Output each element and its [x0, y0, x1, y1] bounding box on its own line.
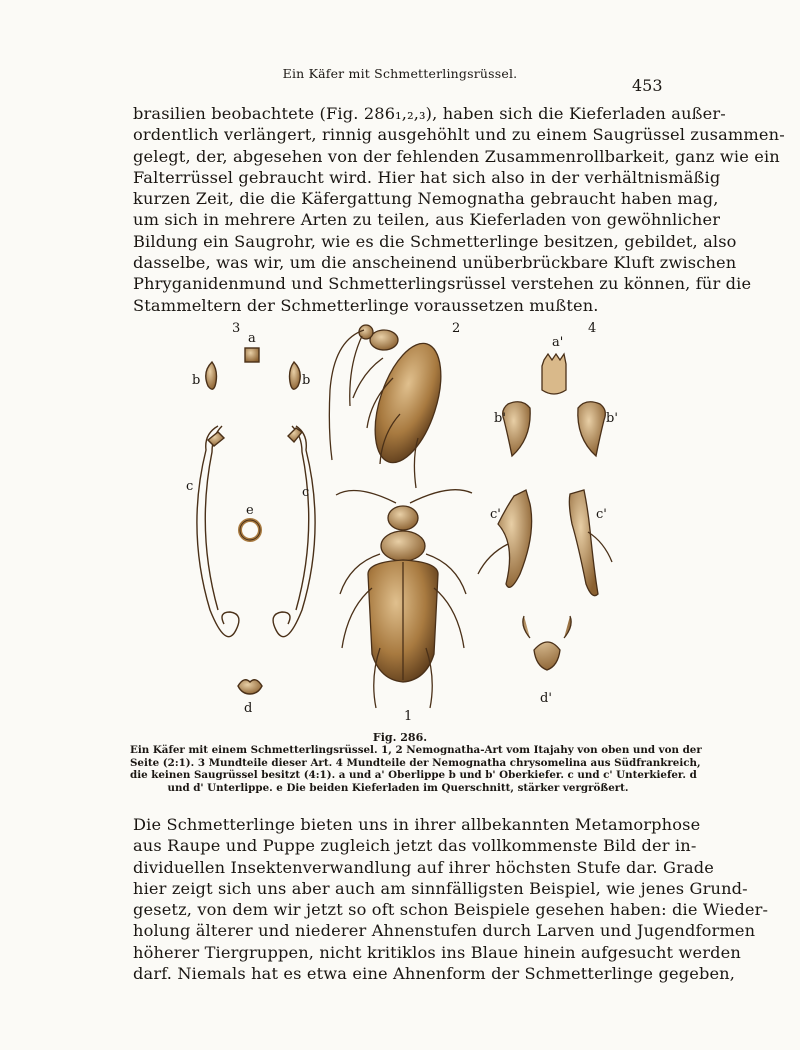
text-line: Stammeltern der Schmetterlinge voraussetzen mußten. — [133, 295, 599, 315]
text-line: holung älterer und niederer Ahnenstufen durch Larven und Jugendformen — [133, 921, 756, 941]
beetle-dorsal-view-1 — [336, 490, 472, 708]
text-line: kurzen Zeit, die die Käfergattung Nemognatha gebraucht haben mag, — [133, 189, 719, 209]
label-b-left: b — [192, 373, 201, 388]
text-line: gesetz, von dem wir jetzt so oft schon Beispiele gesehen haben: die Wieder- — [133, 900, 769, 920]
side-elytron — [362, 335, 454, 470]
paragraph-2 — [133, 814, 769, 984]
label-a-prime: a' — [552, 335, 564, 350]
caption-line: Seite (2:1). 3 Mundteile dieser Art. 4 Mundteile der Nemognatha chrysomelina aus Südfrankreich, — [130, 756, 701, 769]
maxilla-c-left-inner — [205, 426, 222, 610]
labium-d-prime — [523, 616, 571, 670]
cross-section-e-outline — [240, 520, 260, 540]
paragraph-1 — [133, 103, 785, 316]
label-b-right: b — [302, 373, 311, 388]
mandible-b-prime-right — [578, 402, 606, 456]
text-line: um sich in mehrere Arten zu teilen, aus Kieferladen von gewöhnlicher — [133, 210, 721, 230]
caption-line: und d' Unterlippe. e Die beiden Kieferladen im Querschnitt, stärker vergrößert. — [167, 781, 629, 794]
caption-line: Ein Käfer mit einem Schmetterlingsrüssel. 1, 2 Nemognatha-Art vom Itajahy von oben und von der — [130, 744, 702, 756]
mandible-b-prime-left — [503, 402, 531, 456]
text-line: aus Raupe und Puppe zugleich jetzt das vollkommenste Bild der in- — [133, 836, 697, 856]
text-line: Bildung ein Saugrohr, wie es die Schmetterlinge besitzen, gebildet, also — [133, 231, 737, 251]
label-c-right: c — [302, 485, 310, 500]
page-number: 453 — [632, 76, 663, 95]
label-3: 3 — [232, 321, 241, 336]
text-line: dasselbe, was wir, um die anscheinend unüberbrückbare Kluft zwischen — [133, 253, 737, 273]
labium-d — [238, 680, 262, 694]
mandible-b-right — [290, 362, 301, 389]
figure-number: Fig. 286. — [372, 731, 428, 744]
maxilla-c-left — [197, 426, 239, 637]
maxilla-c-prime-left-palp — [478, 544, 508, 574]
side-antenna — [329, 330, 364, 460]
beetle-side-view-2 — [329, 325, 453, 488]
dorsal-pronotum — [381, 531, 425, 561]
maxilla-c-left-base — [208, 432, 224, 446]
text-line: hier zeigt sich uns aber auch am sinnfälligsten Beispiel, wie jenes Grund- — [133, 878, 748, 898]
label-d: d — [244, 701, 253, 716]
label-b-prime-left: b' — [494, 411, 506, 426]
label-b-prime-right: b' — [606, 411, 618, 426]
text-line: Die Schmetterlinge bieten uns in ihrer allbekannten Metamorphose — [133, 815, 701, 834]
text-line: Falterrüssel gebraucht wird. Hier hat sich also in der verhältnismäßig — [133, 167, 721, 187]
caption-line: die keinen Saugrüssel besitzt (4:1). a und a' Oberlippe b und b' Oberkiefer. c und c' Unterkiefer. d — [130, 769, 697, 782]
label-a: a — [248, 331, 256, 346]
text-line: dividuellen Insektenverwandlung auf ihrer höchsten Stufe dar. Grade — [133, 857, 715, 877]
text-line: Phryganidenmund und Schmetterlingsrüssel verstehen zu können, für die — [133, 274, 752, 294]
label-c-left: c — [186, 479, 194, 494]
figure-svg — [168, 318, 638, 728]
beetle-illustration — [168, 318, 638, 728]
text-line: ordentlich verlängert, rinnig ausgehöhlt und zu einem Saugrüssel zusammen- — [133, 125, 785, 145]
mandible-b-left — [206, 362, 217, 389]
label-1: 1 — [404, 709, 413, 724]
figure-caption — [130, 744, 702, 794]
text-line: gelegt, der, abgesehen von der fehlenden Zusammenrollbarkeit, ganz wie ein — [133, 146, 780, 166]
labrum-a-prime — [542, 354, 566, 394]
label-c-prime-right: c' — [596, 507, 607, 522]
label-e: e — [246, 503, 254, 518]
text-line: brasilien beobachtete (Fig. 286₁,₂,₃), haben sich die Kieferladen außer- — [133, 104, 726, 123]
maxilla-c-prime-right — [569, 490, 598, 596]
label-d-prime: d' — [540, 691, 552, 706]
maxilla-c-prime-left — [498, 490, 532, 587]
side-proboscis — [350, 336, 362, 406]
dorsal-antennae — [336, 490, 472, 503]
label-4: 4 — [588, 321, 597, 336]
running-title: Ein Käfer mit Schmetterlingsrüssel. — [282, 66, 518, 81]
side-pronotum — [370, 330, 398, 350]
label-2: 2 — [452, 321, 461, 336]
dorsal-head — [388, 506, 418, 530]
labrum-a — [245, 348, 259, 362]
label-c-prime-left: c' — [490, 507, 501, 522]
mouthparts-group-3 — [197, 348, 315, 694]
text-line: darf. Niemals hat es etwa eine Ahnenform der Schmetterlinge gegeben, — [133, 964, 736, 984]
text-line: höherer Tiergruppen, nicht kritiklos ins Blaue hinein aufgesucht werden — [133, 942, 741, 962]
